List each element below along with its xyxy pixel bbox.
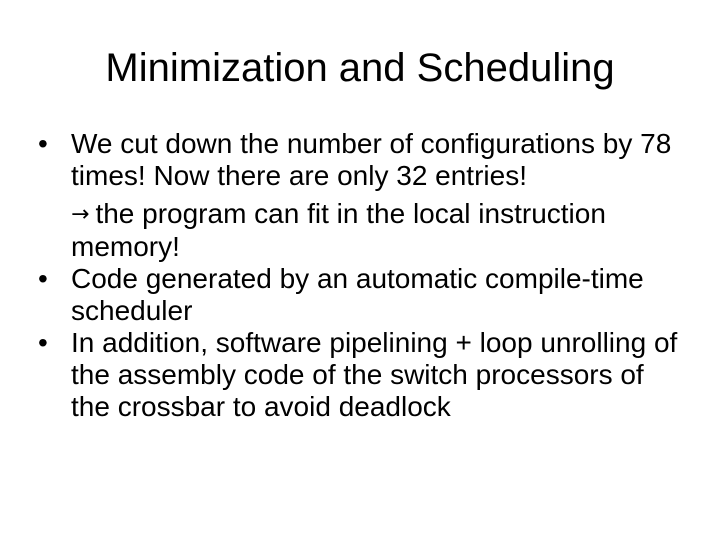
bullet-text: In addition, software pipelining + loop unrolling of the assembly code of the switch processors of the crossbar to avoid deadlock [71,327,678,422]
bullet-marker: • [38,263,48,294]
bullet-marker: • [38,327,48,358]
bullet-text: Code generated by an automatic compile-time scheduler [71,263,644,326]
bullet-item-pipelining [38,327,688,423]
bullet-list [38,128,688,423]
bullet-subline [71,198,688,263]
bullet-item-configurations [38,128,688,263]
bullet-item-code-generated [38,263,688,327]
right-arrow-icon: → [71,202,90,227]
bullet-text: We cut down the number of configurations by 78 times! Now there are only 32 entries! [71,128,672,191]
bullet-marker: • [38,128,48,159]
bullet-subtext: the program can fit in the local instruction memory! [71,198,606,262]
slide-title: Minimization and Scheduling [105,46,615,90]
